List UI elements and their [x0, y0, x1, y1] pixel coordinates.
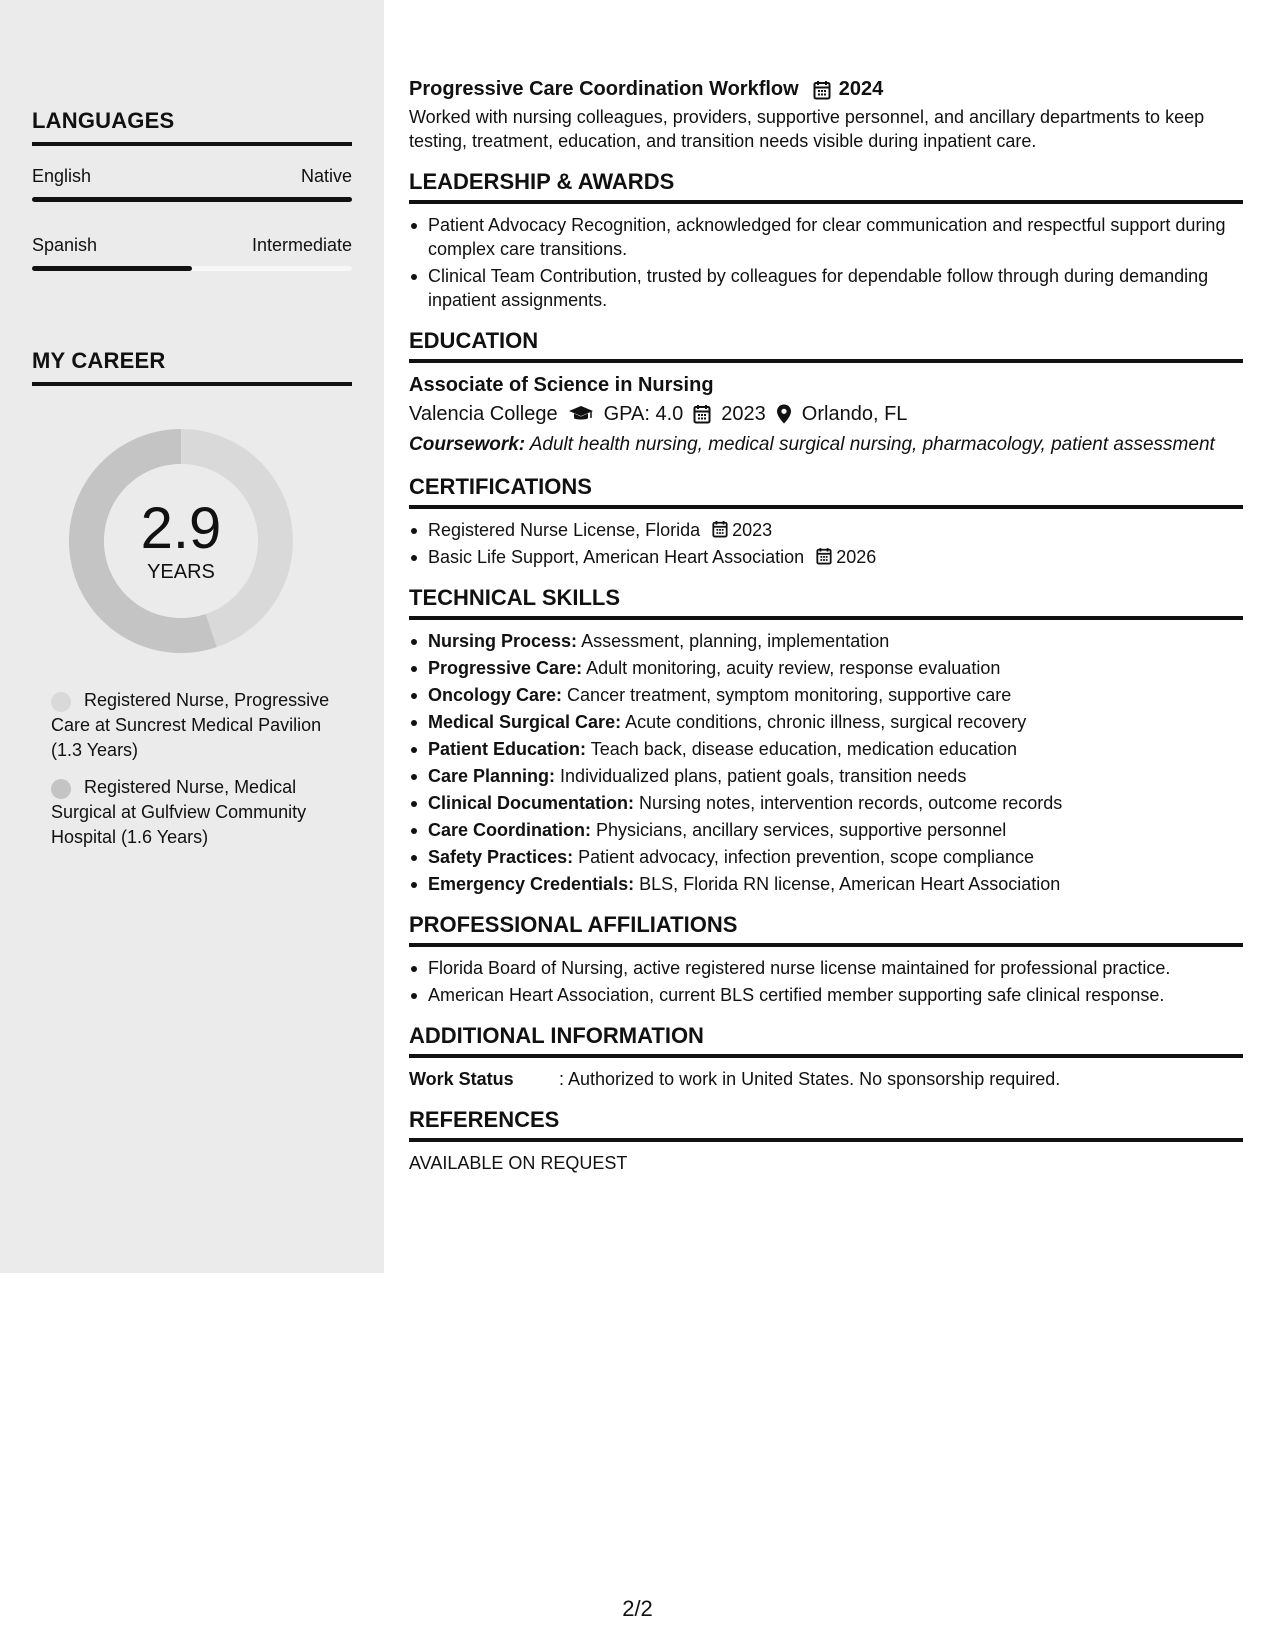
language-spanish	[32, 235, 352, 256]
education-gpa: GPA: 4.0	[603, 403, 684, 425]
list-item	[409, 710, 1243, 734]
career-legend-label: Registered Nurse, Progressive Care at Suncrest Medical Pavilion (1.3 Years)	[51, 690, 330, 760]
skill-value: Cancer treatment, symptom monitoring, supportive care	[567, 685, 1012, 705]
calendar-icon	[816, 547, 832, 565]
skill-value: Teach back, disease education, medication education	[590, 739, 1017, 759]
calendar-icon	[813, 80, 831, 100]
list-item	[409, 545, 1243, 569]
calendar-icon	[712, 520, 728, 538]
education-details	[409, 398, 1243, 430]
language-level: Native	[300, 166, 352, 186]
career-legend	[51, 688, 341, 862]
career-donut-center	[66, 426, 296, 656]
list-item	[409, 845, 1243, 869]
work-status-value: : Authorized to work in United States. No sponsorship required.	[559, 1069, 1061, 1089]
career-total-years: 2.9	[140, 495, 222, 561]
skill-label: Progressive Care:	[428, 658, 583, 678]
list-item	[409, 737, 1243, 761]
references-heading: REFERENCES	[409, 1107, 1243, 1142]
skill-label: Clinical Documentation:	[428, 793, 635, 813]
list-item	[409, 683, 1243, 707]
project-title: Progressive Care Coordination Workflow	[409, 78, 799, 100]
list-item: Clinical Team Contribution, trusted by colleagues for dependable follow through during demanding inpatient assignments.	[409, 264, 1243, 312]
career-legend-label: Registered Nurse, Medical Surgical at Gulfview Community Hospital (1.6 Years)	[51, 777, 307, 847]
list-item: Patient Advocacy Recognition, acknowledged for clear communication and respectful support during complex care transitions.	[409, 213, 1243, 261]
skill-value: Acute conditions, chronic illness, surgical recovery	[625, 712, 1027, 732]
main-content	[409, 78, 1243, 1175]
certification-name: Basic Life Support, American Heart Association	[428, 547, 805, 567]
skill-label: Nursing Process:	[428, 631, 578, 651]
skill-value: Assessment, planning, implementation	[581, 631, 890, 651]
language-bar-fill	[32, 197, 352, 202]
work-status-label: Work Status	[409, 1069, 514, 1089]
language-bar-fill	[32, 266, 192, 271]
language-bar-spanish	[32, 266, 352, 271]
career-total-unit: YEARS	[147, 560, 215, 583]
language-name: English	[32, 166, 92, 186]
skill-value: Patient advocacy, infection prevention, scope compliance	[578, 847, 1035, 867]
career-heading: MY CAREER	[32, 348, 352, 386]
certification-year: 2023	[732, 520, 773, 540]
education-school: Valencia College	[409, 403, 558, 425]
skill-label: Patient Education:	[428, 739, 587, 759]
references-text: AVAILABLE ON REQUEST	[409, 1153, 628, 1173]
certifications-heading: CERTIFICATIONS	[409, 474, 1243, 509]
list-item	[409, 518, 1243, 542]
legend-dot	[51, 779, 71, 799]
work-status-row	[409, 1067, 1243, 1091]
sidebar	[0, 0, 384, 1273]
career-donut	[66, 426, 296, 656]
page-number: 2/2	[622, 1596, 653, 1621]
skill-label: Emergency Credentials:	[428, 874, 635, 894]
education-location: Orlando, FL	[801, 403, 908, 425]
legend-dot	[51, 692, 71, 712]
education-heading: EDUCATION	[409, 328, 1243, 363]
certification-name: Registered Nurse License, Florida	[428, 520, 701, 540]
coursework-label: Coursework:	[409, 434, 526, 455]
skill-label: Care Planning:	[428, 766, 556, 786]
list-item	[409, 872, 1243, 896]
skill-label: Care Coordination:	[428, 820, 592, 840]
certification-year: 2026	[836, 547, 877, 567]
education-coursework	[409, 432, 1243, 458]
education-year: 2023	[721, 403, 766, 425]
list-item	[409, 818, 1243, 842]
list-item: Florida Board of Nursing, active registered nurse license maintained for professional practice.	[409, 956, 1243, 980]
languages-heading: LANGUAGES	[32, 108, 352, 146]
skill-label: Safety Practices:	[428, 847, 574, 867]
graduation-cap-icon	[568, 405, 594, 423]
skill-value: Nursing notes, intervention records, outcome records	[639, 793, 1063, 813]
project-year: 2024	[838, 78, 884, 100]
skill-value: Individualized plans, patient goals, transition needs	[560, 766, 967, 786]
project-heading	[409, 78, 1243, 101]
skill-value: Physicians, ancillary services, supportive personnel	[596, 820, 1007, 840]
list-item: American Heart Association, current BLS certified member supporting safe clinical response.	[409, 983, 1243, 1007]
skill-value: Adult monitoring, acuity review, response evaluation	[586, 658, 1001, 678]
list-item	[409, 791, 1243, 815]
skill-value: BLS, Florida RN license, American Heart Association	[639, 874, 1061, 894]
affiliations-list	[409, 956, 1243, 1007]
affiliations-heading: PROFESSIONAL AFFILIATIONS	[409, 912, 1243, 947]
career-legend-item	[51, 775, 341, 850]
project-description: Worked with nursing colleagues, providers, supportive personnel, and ancillary departments to keep testing, treatment, education, and transition needs visible during inpatient care.	[409, 107, 1205, 151]
additional-heading: ADDITIONAL INFORMATION	[409, 1023, 1243, 1058]
location-pin-icon	[776, 404, 792, 424]
education-degree: Associate of Science in Nursing	[409, 374, 714, 396]
list-item	[409, 629, 1243, 653]
language-level: Intermediate	[251, 235, 352, 255]
coursework-text: Adult health nursing, medical surgical nursing, pharmacology, patient assessment	[529, 434, 1215, 455]
career-legend-item	[51, 688, 341, 763]
certifications-list	[409, 518, 1243, 569]
skills-heading: TECHNICAL SKILLS	[409, 585, 1243, 620]
language-name: Spanish	[32, 235, 98, 255]
skill-label: Medical Surgical Care:	[428, 712, 622, 732]
language-english	[32, 166, 352, 187]
list-item	[409, 764, 1243, 788]
leadership-heading: LEADERSHIP & AWARDS	[409, 169, 1243, 204]
list-item	[409, 656, 1243, 680]
language-bar-english	[32, 197, 352, 202]
skill-label: Oncology Care:	[428, 685, 563, 705]
leadership-list	[409, 213, 1243, 312]
calendar-icon	[693, 404, 711, 424]
skills-list	[409, 629, 1243, 896]
